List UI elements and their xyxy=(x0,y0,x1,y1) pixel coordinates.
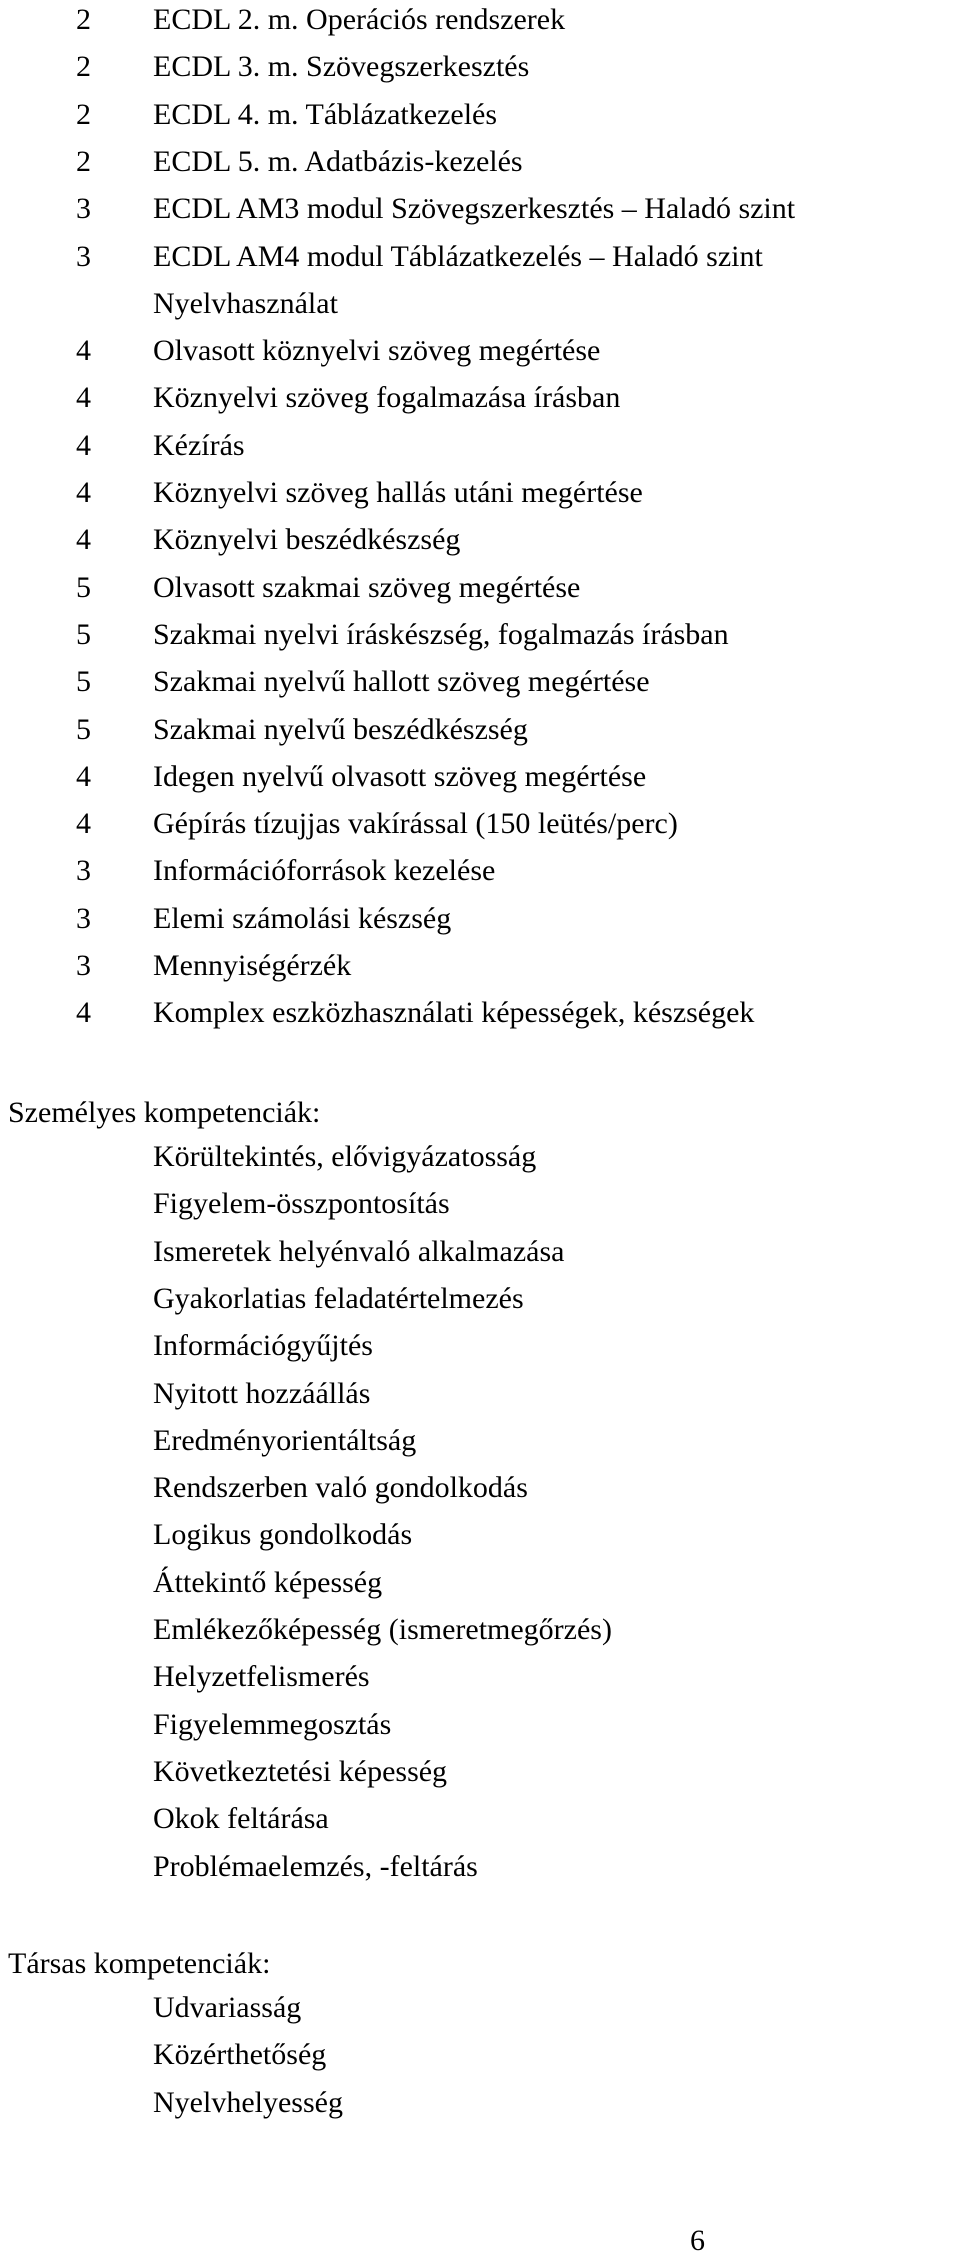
skill-name: Szakmai nyelvű hallott szöveg megértése xyxy=(153,665,650,699)
skill-level: 4 xyxy=(76,807,91,841)
skill-name: Szakmai nyelvi íráskészség, fogalmazás írásban xyxy=(153,617,729,651)
skill-level: 5 xyxy=(76,665,91,699)
personal-competency-item: Figyelemmegosztás xyxy=(153,1707,392,1741)
skill-level: 5 xyxy=(76,570,91,604)
personal-competency-item: Problémaelemzés, -feltárás xyxy=(153,1849,478,1883)
skill-name: ECDL 3. m. Szövegszerkesztés xyxy=(153,50,530,84)
skill-level: 2 xyxy=(76,50,91,84)
skill-name: Nyelvhasználat xyxy=(153,286,338,320)
skill-name: Kézírás xyxy=(153,428,245,462)
skill-level: 3 xyxy=(76,949,91,982)
skill-level: 2 xyxy=(76,144,91,178)
skill-name: Gépírás tízujjas vakírással (150 leütés/perc) xyxy=(153,807,678,841)
skill-level: 4 xyxy=(76,428,91,462)
skill-name: Komplex eszközhasználati képességek, készségek xyxy=(153,996,755,1030)
skill-level: 3 xyxy=(76,192,91,226)
personal-competency-item: Figyelem-összpontosítás xyxy=(153,1187,450,1221)
personal-competency-item: Okok feltárása xyxy=(153,1802,329,1836)
skill-level: 5 xyxy=(76,617,91,651)
skill-level: 3 xyxy=(76,239,91,273)
skill-name: Mennyiségérzék xyxy=(153,949,352,982)
skill-name: Köznyelvi beszédkészség xyxy=(153,523,461,557)
personal-competency-item: Gyakorlatias feladatértelmezés xyxy=(153,1281,524,1315)
skill-level: 4 xyxy=(76,523,91,557)
personal-competency-item: Emlékezőképesség (ismeretmegőrzés) xyxy=(153,1613,612,1646)
personal-competency-item: Nyitott hozzáállás xyxy=(153,1376,371,1410)
personal-competency-item: Ismeretek helyénvaló alkalmazása xyxy=(153,1234,565,1268)
social-competencies-heading: Társas kompetenciák: xyxy=(8,1947,271,1980)
skill-name: ECDL 4. m. Táblázatkezelés xyxy=(153,97,498,131)
skill-level: 4 xyxy=(76,334,91,368)
skill-name: Idegen nyelvű olvasott szöveg megértése xyxy=(153,759,647,793)
skill-name: Információforrások kezelése xyxy=(153,854,496,888)
skill-level: 2 xyxy=(76,97,91,131)
skill-name: ECDL 2. m. Operációs rendszerek xyxy=(153,3,566,36)
skill-name: Szakmai nyelvű beszédkészség xyxy=(153,712,528,746)
skill-name: Olvasott szakmai szöveg megértése xyxy=(153,570,581,604)
page-number: 6 xyxy=(690,2224,705,2257)
personal-competency-item: Helyzetfelismerés xyxy=(153,1660,370,1694)
personal-competency-item: Eredményorientáltság xyxy=(153,1423,417,1457)
skill-level: 4 xyxy=(76,759,91,793)
skill-name: ECDL AM3 modul Szövegszerkesztés – Haladó szint xyxy=(153,192,796,226)
skill-level: 4 xyxy=(76,996,91,1030)
skill-name: Köznyelvi szöveg fogalmazása írásban xyxy=(153,381,621,415)
skill-name: Olvasott köznyelvi szöveg megértése xyxy=(153,334,601,368)
personal-competency-item: Körültekintés, elővigyázatosság xyxy=(153,1140,537,1173)
personal-competency-item: Következtetési képesség xyxy=(153,1754,448,1788)
skill-name: Köznyelvi szöveg hallás utáni megértése xyxy=(153,476,643,509)
personal-competency-item: Információgyűjtés xyxy=(153,1329,373,1363)
skill-name: ECDL 5. m. Adatbázis-kezelés xyxy=(153,144,523,178)
skill-level: 4 xyxy=(76,476,91,509)
personal-competencies-heading: Személyes kompetenciák: xyxy=(8,1096,321,1129)
social-competency-item: Udvariasság xyxy=(153,1991,302,2024)
social-competency-item: Közérthetőség xyxy=(153,2038,327,2072)
skill-level: 2 xyxy=(76,3,91,36)
skill-level: 3 xyxy=(76,901,91,935)
skill-level: 5 xyxy=(76,712,91,746)
personal-competency-item: Rendszerben való gondolkodás xyxy=(153,1471,528,1505)
skill-name: ECDL AM4 modul Táblázatkezelés – Haladó szint xyxy=(153,239,763,273)
personal-competency-item: Áttekintő képesség xyxy=(153,1565,383,1599)
skill-name: Elemi számolási készség xyxy=(153,901,452,935)
skill-level: 3 xyxy=(76,854,91,888)
social-competency-item: Nyelvhelyesség xyxy=(153,2085,343,2119)
skill-level: 4 xyxy=(76,381,91,415)
personal-competency-item: Logikus gondolkodás xyxy=(153,1518,413,1552)
